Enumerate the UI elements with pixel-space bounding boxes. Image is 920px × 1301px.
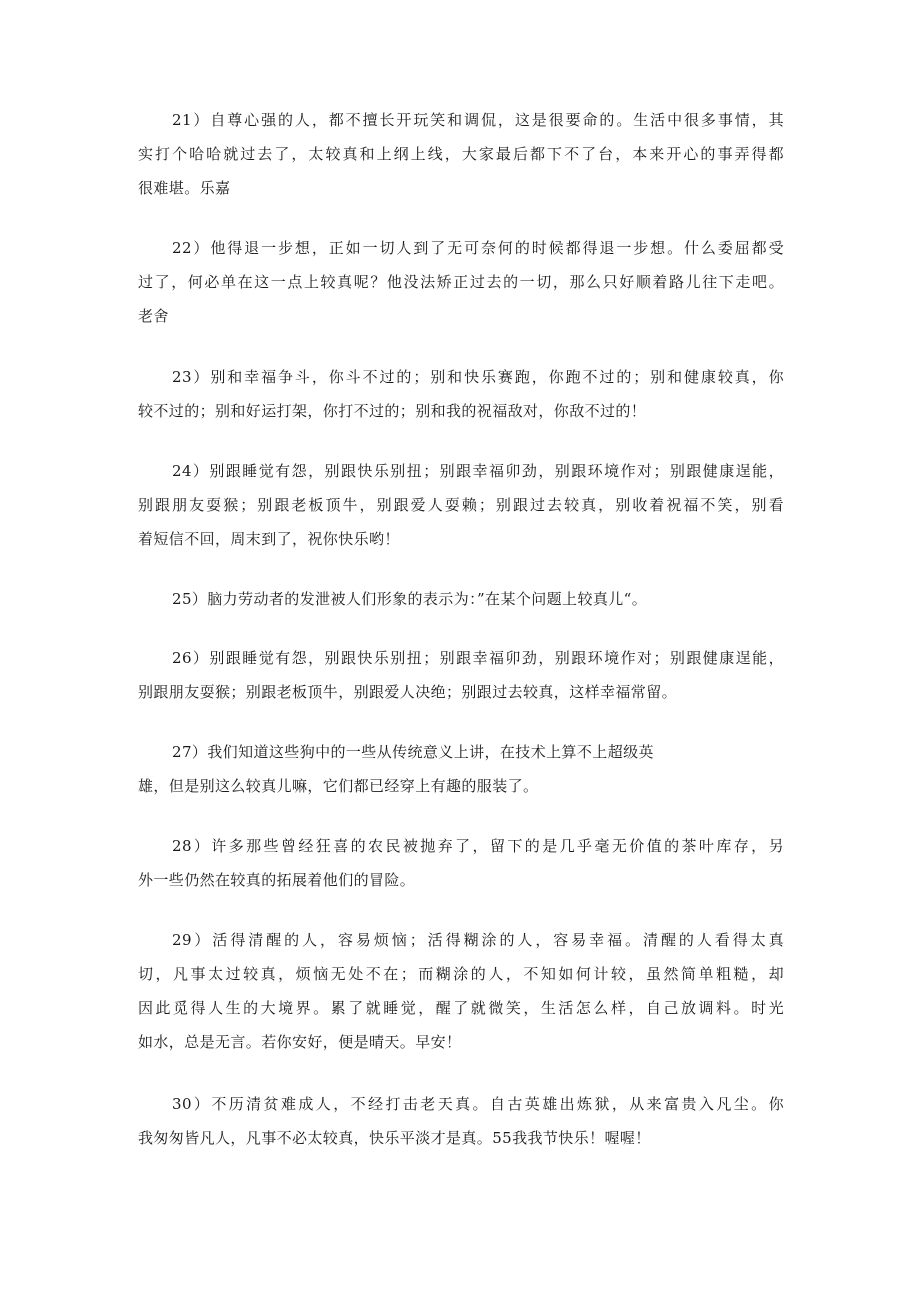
paragraph-line: 我匆匆皆凡人，凡事不必太较真，快乐平淡才是真。55我我节快乐！喔喔！ <box>138 1129 651 1147</box>
paragraph-line: 着短信不回，周末到了，祝你快乐哟！ <box>138 530 400 548</box>
paragraph-29 <box>138 923 784 1059</box>
paragraph-line: 26）别跟睡觉有怨，别跟快乐别扭；别跟幸福卯劲，别跟环境作对；别跟健康逞能， <box>172 649 784 667</box>
paragraph-line: 21）自尊心强的人，都不擅长开玩笑和调侃，这是很要命的。生活中很多事情，其 <box>172 111 784 129</box>
paragraph-line: 实打个哈哈就过去了，太较真和上纲上线，大家最后都下不了台，本来开心的事弄得都 <box>138 145 784 163</box>
paragraph-line: 28）许多那些曾经狂喜的农民被抛弃了，留下的是几乎毫无价值的茶叶库存，另 <box>172 837 784 855</box>
paragraph-line: 切，凡事太过较真，烦恼无处不在；而糊涂的人，不知如何计较，虽然简单粗糙，却 <box>138 965 784 983</box>
paragraph-line: 24）别跟睡觉有怨，别跟快乐别扭；别跟幸福卯劲，别跟环境作对；别跟健康逞能， <box>172 462 784 480</box>
paragraph-line: 如水，总是无言。若你安好，便是晴天。早安！ <box>138 1033 462 1051</box>
paragraph-line: 22）他得退一步想，正如一切人到了无可奈何的时候都得退一步想。什么委屈都受 <box>172 239 784 257</box>
paragraph-30 <box>138 1087 784 1155</box>
paragraph-28 <box>138 829 784 897</box>
paragraph-line: 较不过的；别和好运打架，你打不过的；别和我的祝福敌对，你敌不过的！ <box>138 402 647 420</box>
paragraph-26 <box>138 641 784 709</box>
paragraph-line: 过了，何必单在这一点上较真呢？他没法矫正过去的一切，那么只好顺着路儿往下走吧。 <box>138 273 784 291</box>
paragraph-line: 很难堪。乐嘉 <box>138 179 231 197</box>
paragraph-21 <box>138 103 784 205</box>
paragraph-line: 25）脑力劳动者的发泄被人们形象的表示为：”在某个问题上较真儿“。 <box>172 590 648 608</box>
paragraph-line: 因此觅得人生的大境界。累了就睡觉，醒了就微笑，生活怎么样，自己放调料。时光 <box>138 999 784 1017</box>
paragraph-line: 27）我们知道这些狗中的一些从传统意义上讲，在技术上算不上超级英 <box>172 743 654 761</box>
paragraph-22 <box>138 231 784 333</box>
paragraph-line: 别跟朋友耍猴；别跟老板顶牛，别跟爱人耍赖；别跟过去较真，别收着祝福不笑，别看 <box>138 496 784 514</box>
paragraph-24 <box>138 454 784 556</box>
paragraph-line: 29）活得清醒的人，容易烦恼；活得糊涂的人，容易幸福。清醒的人看得太真 <box>172 931 784 949</box>
paragraph-line: 雄，但是别这么较真儿嘛，它们都已经穿上有趣的服装了。 <box>138 777 539 795</box>
paragraph-25 <box>138 582 784 616</box>
paragraph-line: 23）别和幸福争斗，你斗不过的；别和快乐赛跑，你跑不过的；别和健康较真，你 <box>172 368 784 386</box>
paragraph-line: 30）不历清贫难成人，不经打击老天真。自古英雄出炼狱，从来富贵入凡尘。你 <box>172 1095 784 1113</box>
paragraph-line: 别跟朋友耍猴；别跟老板顶牛，别跟爱人决绝；别跟过去较真，这样幸福常留。 <box>138 683 678 701</box>
paragraph-line: 外一些仍然在较真的拓展着他们的冒险。 <box>138 871 416 889</box>
paragraph-line: 老舍 <box>138 307 169 325</box>
paragraph-27 <box>138 735 784 803</box>
paragraph-23 <box>138 360 784 428</box>
